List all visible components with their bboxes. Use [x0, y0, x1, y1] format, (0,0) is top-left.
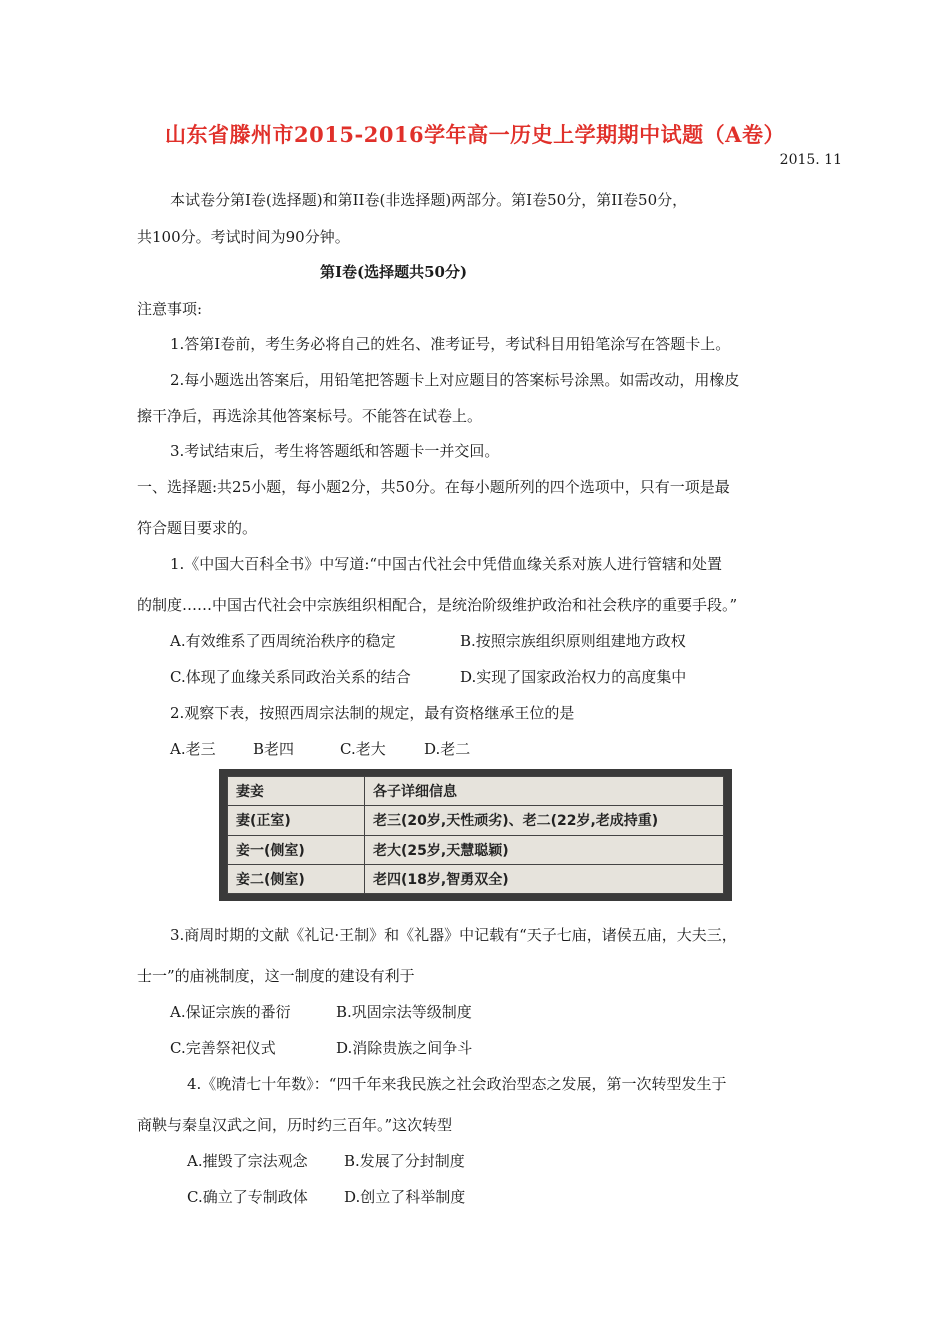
notice-item-3: 3.考试结束后，考生将答题纸和答题卡一并交回。 [170, 442, 500, 460]
q1-option-b: B.按照宗族组织原则组建地方政权 [460, 632, 686, 650]
table-row [228, 835, 724, 864]
part-one-instruction-cont: 符合题目要求的。 [137, 519, 258, 537]
q1-option-a: A.有效维系了西周统治秩序的稳定 [170, 632, 396, 650]
q2-option-c: C.老大 [340, 740, 386, 758]
intro-line-2: 共100分。考试时间为90分钟。 [137, 228, 350, 246]
q2-table [227, 776, 724, 894]
q3-stem-1: 3.商周时期的文献《礼记·王制》和《礼器》中记载有“天子七庙，诸侯五庙，大夫三， [170, 926, 737, 944]
exam-title: 山东省滕州市2015-2016学年高一历史上学期期中试题（A卷） [165, 122, 785, 147]
q1-stem-2: 的制度……中国古代社会中宗族组织相配合，是统治阶级维护政治和社会秩序的重要手段。” [137, 596, 738, 614]
q2-stem: 2.观察下表，按照西周宗法制的规定，最有资格继承王位的是 [170, 704, 575, 722]
table-cell: 妾一(侧室) [228, 835, 365, 864]
q3-option-c: C.完善祭祀仪式 [170, 1039, 276, 1057]
q2-option-a: A.老三 [170, 740, 216, 758]
q2-option-d: D.老二 [424, 740, 471, 758]
q1-option-d: D.实现了国家政治权力的高度集中 [460, 668, 687, 686]
q4-option-c: C.确立了专制政体 [187, 1188, 308, 1206]
table-header-row [228, 777, 724, 806]
table-row [228, 864, 724, 893]
notice-item-2: 2.每小题选出答案后，用铅笔把答题卡上对应题目的答案标号涂黑。如需改动，用橡皮 [170, 371, 740, 389]
notice-heading: 注意事项: [137, 300, 203, 318]
q4-option-a: A.摧毁了宗法观念 [187, 1152, 308, 1170]
part-one-instruction: 一、选择题:共25小题，每小题2分，共50分。在每小题所列的四个选项中，只有一项是最 [137, 478, 730, 496]
q1-option-c: C.体现了血缘关系同政治关系的结合 [170, 668, 411, 686]
notice-item-1: 1.答第Ⅰ卷前，考生务必将自己的姓名、准考证号，考试科目用铅笔涂写在答题卡上。 [170, 335, 731, 353]
q4-stem-2: 商鞅与秦皇汉武之间，历时约三百年。”这次转型 [137, 1116, 453, 1134]
q3-option-d: D.消除贵族之间争斗 [336, 1039, 473, 1057]
table-header-cell: 妻妾 [228, 777, 365, 806]
table-cell: 老四(18岁,智勇双全) [365, 864, 724, 893]
exam-date: 2015. 11 [779, 152, 842, 168]
table-cell: 老大(25岁,天慧聪颖) [365, 835, 724, 864]
q4-stem-1: 4.《晚清七十年数》：“四千年来我民族之社会政治型态之发展，第一次转型发生于 [187, 1075, 727, 1093]
q4-option-d: D.创立了科举制度 [344, 1188, 466, 1206]
q2-table-photo [219, 769, 732, 901]
q1-stem-1: 1.《中国大百科全书》中写道:“中国古代社会中凭借血缘关系对族人进行管辖和处置 [170, 555, 723, 573]
table-cell: 妾二(侧室) [228, 864, 365, 893]
table-cell: 妻(正室) [228, 806, 365, 835]
intro-line-1: 本试卷分第Ⅰ卷(选择题)和第II卷(非选择题)两部分。第Ⅰ卷50分，第II卷50分， [170, 191, 688, 209]
q2-option-b: B老四 [253, 740, 295, 758]
q4-option-b: B.发展了分封制度 [344, 1152, 465, 1170]
notice-item-2-cont: 擦干净后，再选涂其他答案标号。不能答在试卷上。 [137, 407, 483, 425]
q3-stem-2: 士一”的庙祧制度，这一制度的建设有利于 [137, 967, 415, 985]
q3-option-b: B.巩固宗法等级制度 [336, 1003, 472, 1021]
table-header-cell: 各子详细信息 [365, 777, 724, 806]
q3-option-a: A.保证宗族的番衍 [170, 1003, 291, 1021]
table-cell: 老三(20岁,天性顽劣)、老二(22岁,老成持重) [365, 806, 724, 835]
table-row [228, 806, 724, 835]
section-title: 第Ⅰ卷(选择题共50分) [320, 263, 468, 281]
